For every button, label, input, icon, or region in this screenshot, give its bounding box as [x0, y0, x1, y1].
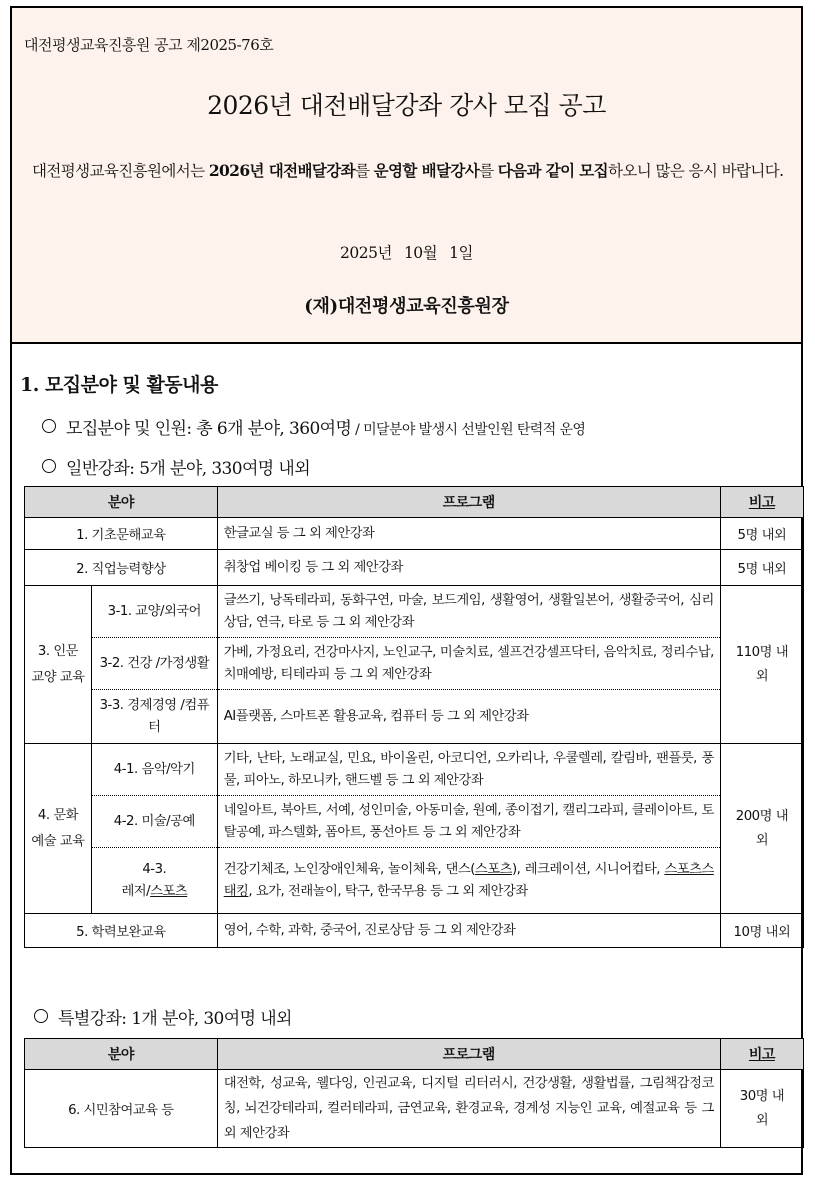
sub-field	[91, 848, 217, 914]
table-row	[25, 550, 804, 586]
program-text: ), 레크레이션, 시니어컵타,	[511, 861, 665, 877]
table-row	[25, 1070, 804, 1148]
row-note: 10명 내외	[720, 914, 803, 948]
program-text-underlined: 스포츠	[474, 861, 512, 877]
group-note: 200명 내외	[720, 744, 803, 914]
intro-bold: 2026년 대전배달강좌	[208, 161, 355, 180]
section-title: 1. 모집분야 및 활동내용	[20, 374, 218, 396]
row-program: 한글교실 등 그 외 제안강좌	[217, 518, 720, 550]
row-program: 대전학, 성교육, 웰다잉, 인권교육, 디지털 리터러시, 건강생활, 생활법률, 그림책감정코칭, 뇌건강테라피, 컬러테라피, 금연교육, 환경교육, 경계성 지능인 교육, 예절교육 등 그 외 제안강좌	[217, 1070, 720, 1148]
intro-paragraph	[20, 156, 795, 186]
group-field: 4. 문화 예술 교육	[25, 744, 92, 914]
sub-field: 4-2. 미술/공예	[91, 796, 217, 848]
header-program: 프로그램	[217, 487, 720, 518]
header-note: 비고	[720, 1039, 803, 1070]
header-field: 분야	[25, 487, 218, 518]
table-row	[25, 796, 804, 848]
row-program: 영어, 수학, 과학, 중국어, 진로상담 등 그 외 제안강좌	[217, 914, 720, 948]
special-course-table	[24, 1038, 804, 1148]
circle-bullet-icon	[42, 459, 56, 473]
sub-field-text-underlined: 스포츠	[150, 883, 188, 899]
group-note: 110명 내외	[720, 586, 803, 744]
sub-program: 글쓰기, 낭독테라피, 동화구연, 마술, 보드게임, 생활영어, 생활일본어, 생활중국어, 심리상담, 연극, 타로 등 그 외 제안강좌	[217, 586, 720, 638]
table-row	[25, 744, 804, 796]
sub-program: 네일아트, 북아트, 서예, 성인미술, 아동미술, 원예, 종이접기, 캘리그라피, 클레이아트, 토탈공예, 파스텔화, 폼아트, 풍선아트 등 그 외 제안강좌	[217, 796, 720, 848]
sub-field: 3-1. 교양/외국어	[91, 586, 217, 638]
intro-text: 하오니 많은 응시 바랍니다.	[608, 162, 784, 180]
bullet-total-note: / 미달분야 발생시 선발인원 탄력적 운영	[351, 422, 586, 438]
bullet-total-text: 모집분야 및 인원: 총 6개 분야, 360여명	[66, 419, 352, 439]
header-field: 분야	[25, 1039, 218, 1070]
circle-bullet-icon	[34, 1009, 48, 1023]
notice-header-box	[12, 8, 801, 344]
row-field: 5. 학력보완교육	[25, 914, 218, 948]
bullet-general	[42, 454, 310, 479]
date-day: 1일	[449, 244, 473, 262]
general-course-table	[24, 486, 804, 948]
table-row	[25, 638, 804, 690]
bullet-total	[42, 414, 585, 439]
sub-program: AI플랫폼, 스마트폰 활용교육, 컴퓨터 등 그 외 제안강좌	[217, 690, 720, 744]
page-title: 2026년 대전배달강좌 강사 모집 공고	[207, 91, 606, 120]
sub-field: 3-3. 경제경영 /컴퓨터	[91, 690, 217, 744]
notice-number: 대전평생교육진흥원 공고 제2025-76호	[24, 36, 274, 54]
row-program: 취창업 베이킹 등 그 외 제안강좌	[217, 550, 720, 586]
intro-bold: 다음과 같이 모집	[497, 161, 609, 180]
sub-program	[217, 848, 720, 914]
row-note: 5명 내외	[720, 550, 803, 586]
sub-field-number: 4-3.	[142, 861, 167, 877]
intro-text: 를	[354, 162, 374, 180]
row-field: 1. 기초문해교육	[25, 518, 218, 550]
bullet-special-text: 특별강좌: 1개 분야, 30여명 내외	[58, 1009, 292, 1029]
row-field: 2. 직업능력향상	[25, 550, 218, 586]
program-text: , 요가, 전래놀이, 탁구, 한국무용 등 그 외 제안강좌	[248, 883, 528, 899]
circle-bullet-icon	[42, 419, 56, 433]
program-text-underlined: 스포츠스태킹	[223, 861, 714, 899]
program-text: 건강기체조, 노인장애인체육, 놀이체육, 댄스(	[223, 861, 475, 877]
date-month: 10월	[403, 244, 438, 262]
notice-date	[12, 241, 801, 263]
sub-field: 4-1. 음악/악기	[91, 744, 217, 796]
table-row	[25, 690, 804, 744]
table-row	[25, 914, 804, 948]
sub-field-text: 레저/	[121, 883, 151, 899]
header-program: 프로그램	[217, 1039, 720, 1070]
row-note: 5명 내외	[720, 518, 803, 550]
intro-text: 대전평생교육진흥원에서는	[32, 162, 209, 180]
bullet-special	[34, 1004, 292, 1029]
table-row	[25, 586, 804, 638]
document-frame	[10, 6, 803, 1175]
group-field: 3. 인문 교양 교육	[25, 586, 92, 744]
bullet-general-text: 일반강좌: 5개 분야, 330여명 내외	[66, 459, 311, 479]
row-note: 30명 내외	[720, 1070, 803, 1148]
sub-program: 기타, 난타, 노래교실, 민요, 바이올린, 아코디언, 오카리나, 우쿨렐레, 칼림바, 팬플룻, 풍물, 피아노, 하모니카, 핸드벨 등 그 외 제안강좌	[217, 744, 720, 796]
issuer: (재)대전평생교육진흥원장	[304, 296, 509, 317]
table-header-row	[25, 1039, 804, 1070]
sub-program: 가베, 가정요리, 건강마사지, 노인교구, 미술치료, 셀프건강셀프닥터, 음악치료, 정리수납, 치매예방, 티테라피 등 그 외 제안강좌	[217, 638, 720, 690]
intro-bold: 운영할 배달강사	[373, 161, 480, 180]
header-note: 비고	[720, 487, 803, 518]
intro-text: 를	[479, 162, 498, 180]
date-year: 2025년	[340, 244, 392, 262]
table-row	[25, 848, 804, 914]
table-row	[25, 518, 804, 550]
sub-field: 3-2. 건강 /가정생활	[91, 638, 217, 690]
table-header-row	[25, 487, 804, 518]
row-field: 6. 시민참여교육 등	[25, 1070, 218, 1148]
